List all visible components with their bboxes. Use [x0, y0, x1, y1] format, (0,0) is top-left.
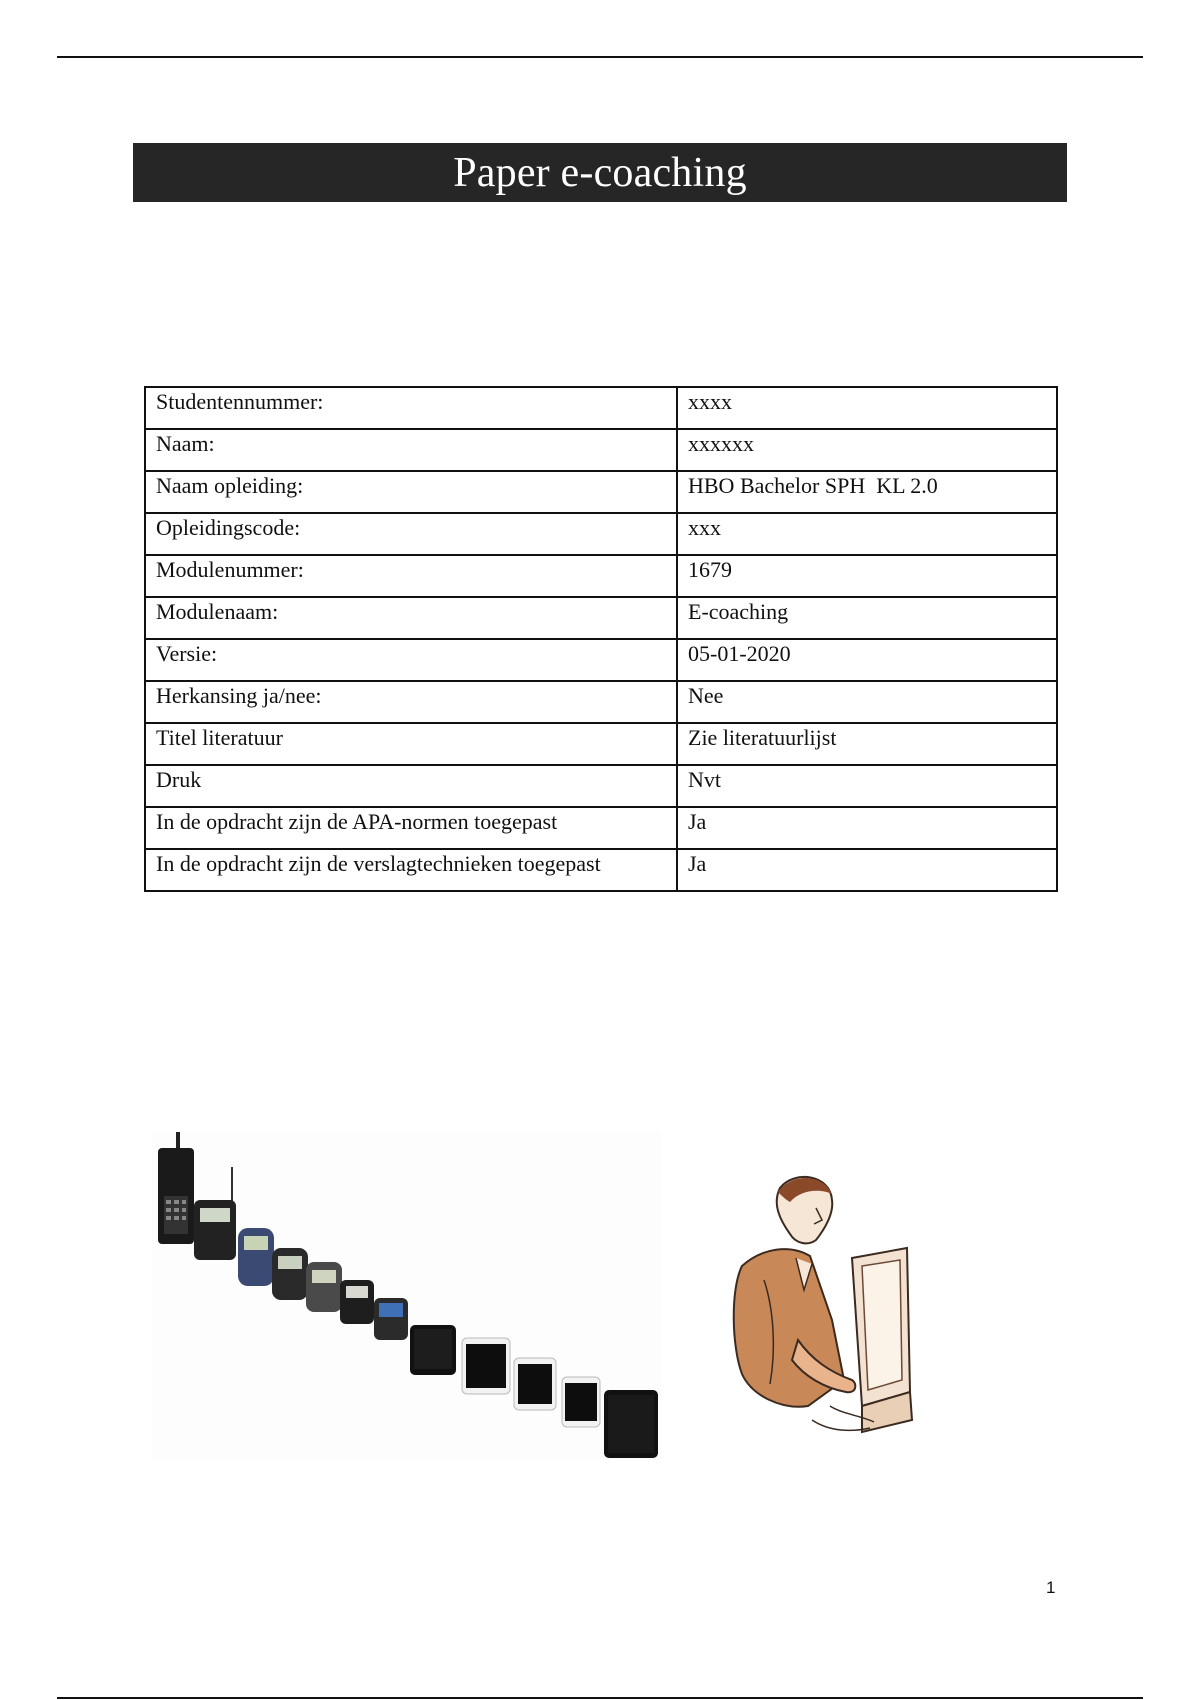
- row-value: Zie literatuurlijst: [677, 723, 1057, 765]
- row-value: Ja: [677, 807, 1057, 849]
- row-label: Versie:: [145, 639, 677, 681]
- row-label: In de opdracht zijn de verslagtechnieken toegepast: [145, 849, 677, 891]
- row-value: 05-01-2020: [677, 639, 1057, 681]
- page-number: 1: [1046, 1578, 1056, 1597]
- table-row: [145, 597, 1057, 639]
- row-label: Titel literatuur: [145, 723, 677, 765]
- row-label: Herkansing ja/nee:: [145, 681, 677, 723]
- row-label: Naam:: [145, 429, 677, 471]
- student-info-table: [144, 386, 1058, 892]
- row-label: Naam opleiding:: [145, 471, 677, 513]
- table-row: [145, 723, 1057, 765]
- row-label: Opleidingscode:: [145, 513, 677, 555]
- table-row: [145, 471, 1057, 513]
- document-title: Paper e-coaching: [133, 143, 1067, 202]
- row-value: xxxxxx: [677, 429, 1057, 471]
- table-row: [145, 681, 1057, 723]
- phone-evolution-image: [152, 1130, 662, 1460]
- row-value: Ja: [677, 849, 1057, 891]
- table-row: [145, 513, 1057, 555]
- person-at-computer-image: [712, 1170, 922, 1470]
- row-label: Modulenaam:: [145, 597, 677, 639]
- table-row: [145, 849, 1057, 891]
- table-row: [145, 639, 1057, 681]
- row-value: 1679: [677, 555, 1057, 597]
- row-value: E-coaching: [677, 597, 1057, 639]
- row-label: Modulenummer:: [145, 555, 677, 597]
- row-label: Druk: [145, 765, 677, 807]
- table-row: [145, 429, 1057, 471]
- table-row: [145, 807, 1057, 849]
- table-row: [145, 765, 1057, 807]
- row-value: Nee: [677, 681, 1057, 723]
- row-label: In de opdracht zijn de APA-normen toegepast: [145, 807, 677, 849]
- row-value: Nvt: [677, 765, 1057, 807]
- row-value: HBO Bachelor SPH KL 2.0: [677, 471, 1057, 513]
- table-row: [145, 387, 1057, 429]
- row-value: xxx: [677, 513, 1057, 555]
- row-label: Studentennummer:: [145, 387, 677, 429]
- table-row: [145, 555, 1057, 597]
- header-rule: [57, 56, 1143, 58]
- row-value: xxxx: [677, 387, 1057, 429]
- footer-rule: [57, 1697, 1143, 1699]
